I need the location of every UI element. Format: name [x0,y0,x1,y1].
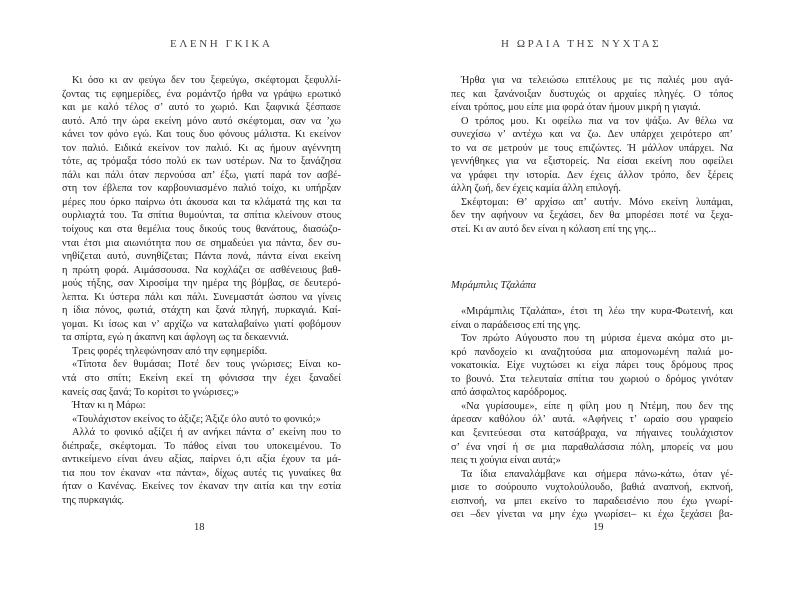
text-line: Τον πρώτο Αύγουστο που τη μύρισα έμενα ακόμα στο μι- [461,333,733,345]
section-title: Μιράμπιλις Τζαλάπα [451,279,536,291]
text-line: μούς τήξης, σαν Χιροσίμα την ημέρα της βόμβας, σε δευτερό- [62,278,341,290]
text-line: άλλη ζωή, δεν έχεις καμία άλλη επιλογή. [451,183,621,195]
text-line: της πυρκαγιάς. [62,494,125,506]
text-line: λεπτα. Κι ύστερα πάλι και πάλι. Συνεμαστάτ ώσπου να γίνεις [62,291,341,303]
text-line: είναι ο παράδεισος επί της γης. [451,319,581,331]
text-line: συνεχίσω ν’ αντέχω και να ζω. Δεν υπάρχει χειρότερο απ’ [451,129,733,141]
text-line: Τα ίδια επαναλάμβανε και σήμερα πάνω-κάτω, όταν γέ- [461,468,733,480]
text-line: από άσφαλτος καρόδρομος. [451,387,567,399]
text-line: νται έτσι μια αιωνιότητα που σε σημαδεύει για πάντα, δεν συ- [62,237,341,249]
text-line: Τρεις φορές τηλεφώνησαν από την εφημερίδα. [72,345,268,357]
text-line: ντά στο σπίτι; Εκείνη εκεί τη φόνισσα την έχει ξαναδεί [62,373,341,385]
text-line: «Τίποτα δεν θυμάσαι; Ποτέ δεν τους γνώρισες; Είναι κο- [72,359,341,371]
text-line: νηθίζεται αυτό, συνηθίζεται; Πάντα πονά, πάντα είναι εκείνη [62,251,341,263]
text-line: νοκατοικία. Είχε νυχτώσει κι είχα πάρει τους δρόμους προς [451,360,733,372]
text-line: τα σπίρτα, εγώ η άκαπνη και άφλογη ως τα δεκαεννιά. [62,332,289,344]
text-line: πεις τι χούγια είναι αυτά;» [451,455,561,467]
right-page-text [451,74,733,522]
text-line: η πρώτη φορά. Αιμάσσουσα. Να κοχλάζει σε ασθένειους βαθ- [62,264,341,276]
text-line: τον παλιό. Ειδικά εκείνον τον παλιό. Κι ας ήμουν αγέννητη [62,142,341,154]
text-line: «Μιράμπιλις Τζαλάπα», έτσι τη λέω την κυρα-Φωτεινή, και [461,306,733,318]
running-header-title: Η ΩΡΑΙΑ ΤΗΣ ΝΥΧΤΑΣ [501,38,662,50]
running-header-author: ΕΛΕΝΗ ΓΚΙΚΑ [170,38,273,50]
text-line: Ο τρόπος μου. Κι οφείλω πια να τον ψάξω. Αν θέλω να [461,115,733,127]
text-line: στεί. Κι αν αυτό δεν είναι η κόλαση επί της γης... [451,224,657,236]
text-line: αυτό. Από την ώρα εκείνη μόνο αυτό σκέφτομαι, σαν να ’χω [62,115,341,127]
text-line: και ξενιτεύεσαι στα κατσάβραχα, να πήγαινες τουλάχιστον [451,428,733,440]
text-line: δεν την αφήνουν να ξεχάσει, δεν θα μπορέσει ποτέ να ξεχα- [451,210,733,222]
right-bottom-text [451,305,733,522]
right-page [397,0,794,595]
text-line: η ίδια πόνος, φωτιά, στάχτη και ξανά πληγή, πυρκαγιά. Καί- [62,305,341,317]
left-page-text [62,74,341,508]
text-line: Ήταν κι η Μάρω: [72,400,146,412]
text-line: ζοντας τις εφημερίδες, ένα ρομάντζο ήρθα να γράψω ερωτικό [62,88,341,100]
text-line: μέρες που όρκο παίρνω ότι άκουσα και τα κλάματά της και τα [62,196,341,208]
text-line: ουρλιαχτά του. Τα σπίτια θυμούνται, τα σπίτια κλείνουν στους [62,210,341,222]
text-line: και με καλό τέλος σ’ αυτό το χωριό. Και ξαφνικά ξέσπασε [62,102,341,114]
text-line: τότε, ας τρόμαξα τόσο πολύ εκ των υστέρων. Να το ξανάζησα [62,156,341,168]
text-line: κρό πανδοχείο κι αναζητούσα μια απομονωμένη παλιά μο- [451,346,733,358]
text-line: Ήρθα για να τελειώσω επιτέλους με τις παλιές μου αγά- [461,75,733,86]
section-gap [451,237,733,279]
text-line: πες και ξανάνοιξαν δυστυχώς οι αρχαίες πληγές. Ο τόπος [451,88,733,100]
text-line: Αλλά το φονικό αξίζει ή αν ανήκει πάντα σ’ εκείνη που το [72,427,341,439]
text-line: εισπνοή, να μπει εκείνο το παραδεισένιο που έχω γνωρί- [451,495,733,507]
text-line: είναι τρόπος, μου είπε μια φορά όταν ήμουν μικρή η γιαγιά. [451,102,701,114]
text-line: το βουνό. Στα τελευταία σπίτια του χωριού ο δρόμος γινόταν [451,373,733,385]
page-number-left: 18 [194,522,205,533]
text-line: άρεσαν καθόλου όλ’ αυτά. «Αφήνεις τ’ ωραίο σου γραφείο [451,414,733,426]
text-line: σ’ ένα νησί ή σε μια παραθαλάσσια πόλη, μπορείς να μου [451,441,733,453]
text-line: το να σε μετρούν με τους επιζώντες. Ή μάλλον υπάρχει. Να [451,142,733,154]
text-line: σει –δεν γίνεται να μην έχω γνωρίσει– κι έχω ξεχάσει βα- [451,509,733,521]
text-line: γομαι. Κι ίσως και ν’ αρχίζω να καταλαβαίνω γιατί φοβόμουν [62,318,341,330]
text-line: Κι όσο κι αν φεύγω δεν του ξεφεύγω, σκέφτομαι ξεφυλλί- [72,75,341,86]
text-line: «Τουλάχιστον εκείνος το άξιζε; Άξιζε όλο αυτό το φονικό;» [72,413,321,425]
text-line: να γράφει την ιστορία. Δεν έχεις άλλον τρόπο, δεν ξέρεις [451,169,733,181]
text-line: ήταν ο Κανένας. Εκείνες τον έκαναν την αιτία και την εστία [62,481,341,493]
text-line: τια που τον έκαναν «τα πάντα», δίχως αυτές τις γυναίκες θα [62,467,341,479]
text-line: «Να γυρίσουμε», είπε η φίλη μου η Ντέμη, που δεν της [461,400,733,412]
text-line: διέπραξε, σκέφτομαι. Το πάθος είναι του υποκειμένου. Το [62,440,341,452]
text-line: κάνει τον φόνο εγώ. Και τους δυο φόνους μάλιστα. Κι εκείνον [62,129,341,141]
text-line: αντικείμενο είναι άνευ αξίας, παίρνει ό,τι αξία έχουν τα μά- [62,454,341,466]
text-line: τοίχους και στα θεμέλια τους δικούς τους θανάτους, διασώζο- [62,224,341,236]
right-top-text [451,74,733,237]
text-line: μισε το σούρουπο νυχτολούλουδο, βαθιά αναπνοή, εκπνοή, [451,482,733,494]
text-line: γεννήθηκες για να εξιστορείς. Να είσαι εκείνη που οφείλει [451,156,733,168]
text-line: κανείς σας ξανά; Το κορίτσι το γνώρισες;» [62,386,240,398]
page-number-right: 19 [593,522,604,533]
text-line: Σκέφτομαι: Θ’ αρχίσω απ’ αυτήν. Μόνο εκείνη λυπάμαι, [461,196,733,208]
text-line: πάλι και πάλι όταν περνούσα απ’ έξω, γιατί παρά τον ασβέ- [62,169,341,181]
text-line: στη τον έβλεπα τον καρβουνιασμένο παλιό τοίχο, κι υπήρξαν [62,183,341,195]
